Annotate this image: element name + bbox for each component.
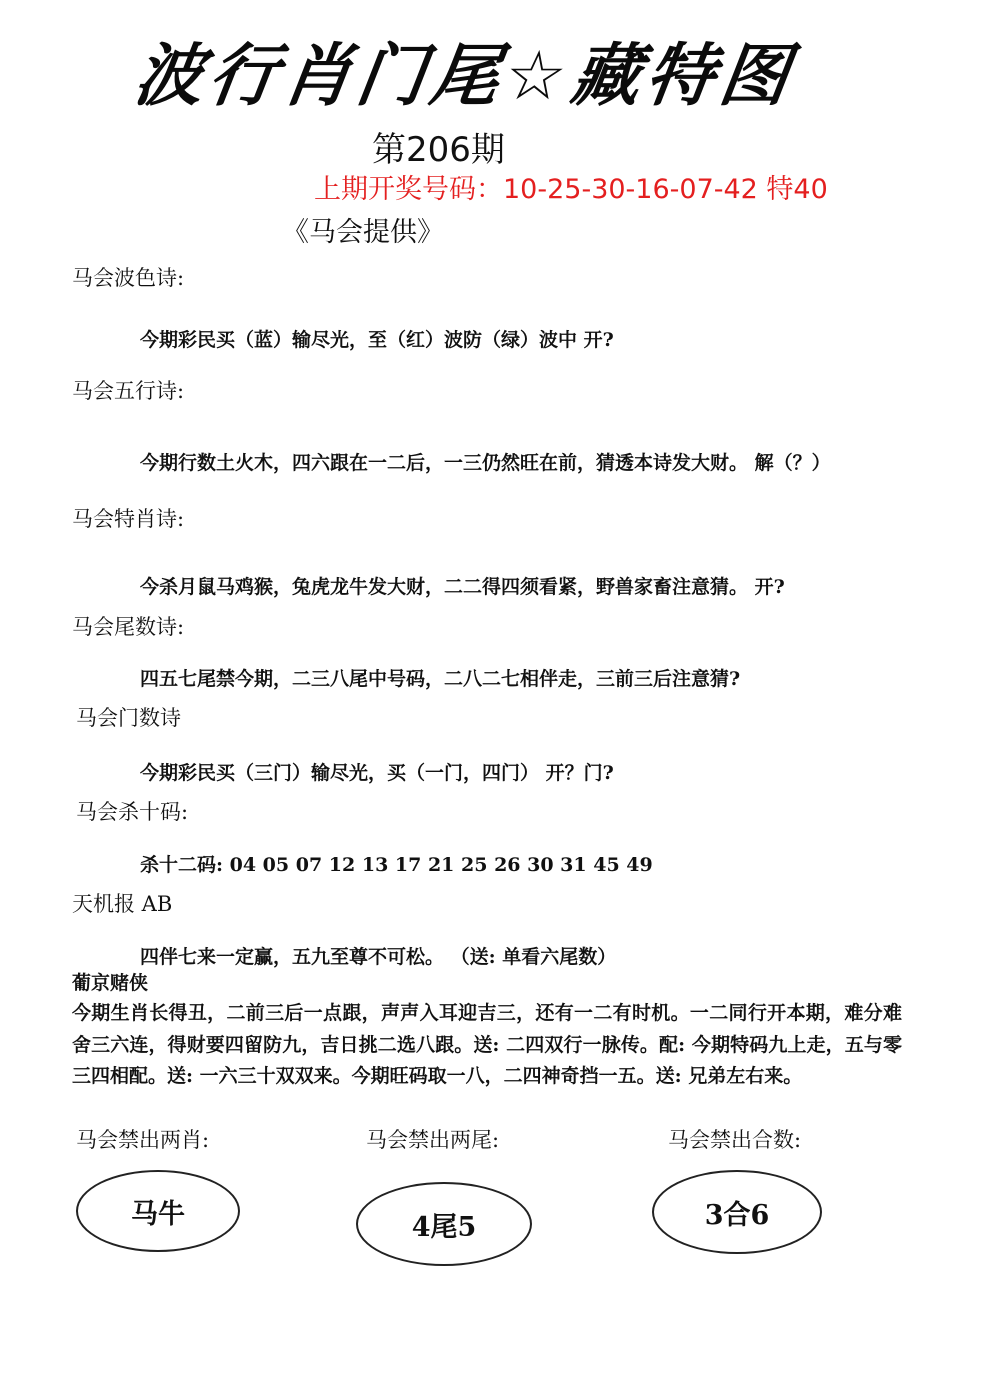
ban-sum-ellipse: [652, 1170, 822, 1254]
ban-tail-ellipse: [356, 1182, 532, 1266]
ban-zodiac-label: 马会禁出两肖:: [76, 1128, 210, 1152]
section-label: 马会尾数诗:: [72, 615, 185, 639]
provider-label: 《马会提供》: [282, 217, 444, 248]
section-line: 今杀月鼠马鸡猴，兔虎龙牛发大财，二二得四须看紧，野兽家畜注意猜。 开?: [140, 576, 785, 598]
ban-tail-value: 4尾5: [411, 1211, 477, 1243]
ban-sum-label: 马会禁出合数:: [668, 1128, 802, 1152]
section-line: 四伴七来一定赢，五九至尊不可松。 （送: 单看六尾数）: [140, 946, 617, 968]
section-line: 今期彩民买（三门）输尽光，买（一门，四门） 开？门?: [140, 762, 614, 784]
page-title: 波行肖门尾☆藏特图: [129, 37, 800, 116]
section-label: 天机报 AB: [72, 892, 173, 916]
section-label: 马会波色诗:: [72, 266, 185, 290]
kill-numbers-line: 杀十二码: 04 05 07 12 13 17 21 25 26 30 31 45 49: [140, 854, 653, 876]
section-line: 四五七尾禁今期，二三八尾中号码，二八二七相伴走，三前三后注意猜?: [140, 668, 741, 690]
section-label: 马会特肖诗:: [72, 507, 185, 531]
ban-sum-value: 3合6: [704, 1199, 770, 1231]
issue-number: 第206期: [372, 130, 505, 170]
ban-zodiac-value: 马牛: [131, 1198, 185, 1230]
ban-zodiac-ellipse: [76, 1170, 240, 1252]
section-label: 马会门数诗: [76, 706, 181, 730]
last-draw-numbers: 上期开奖号码：10-25-30-16-07-42 特40: [314, 174, 828, 205]
section-line: 今期彩民买（蓝）输尽光，至（红）波防（绿）波中 开?: [140, 329, 614, 351]
ban-tail-label: 马会禁出两尾:: [366, 1128, 500, 1152]
section-label: 马会五行诗:: [72, 379, 185, 403]
section-label: 马会杀十码:: [76, 800, 189, 824]
section-line: 今期行数土火木，四六跟在一二后，一三仍然旺在前，猜透本诗发大财。 解（？）: [140, 452, 831, 474]
puzzle-paragraph: 今期生肖长得丑，二前三后一点跟，声声入耳迎吉三，还有一二有时机。一二同行开本期，难分难舍三六连，得财要四留防九，吉日挑二选八跟。送: 二四双行一脉传。配: 今期特码九上走，五与零三四相配。送: 一六三十双双来。今期旺码取一八，二四神奇挡一五。送: 兄弟左右来。: [72, 1002, 902, 1087]
puzzle-label: 葡京赌侠: [72, 972, 149, 994]
